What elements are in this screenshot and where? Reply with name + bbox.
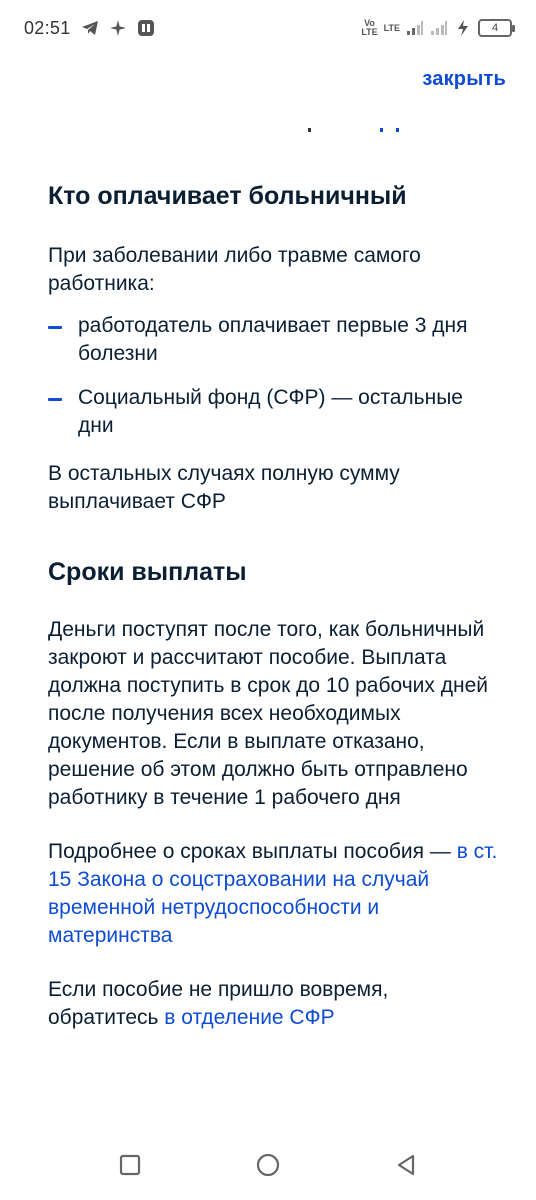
scrolled-content-edge [0,128,536,142]
volte-top-label: Vo [364,18,375,28]
back-button[interactable] [392,1151,420,1179]
section-title-who-pays: Кто оплачивает больничный [48,182,407,210]
list-item [48,312,498,368]
system-nav-bar [0,1130,536,1200]
section-title-payment-terms: Сроки выплаты [48,558,247,586]
dash-bullet-icon [48,398,62,401]
list-item-text: Социальный фонд (СФР) — остальные дни [78,386,463,437]
status-bar [0,0,536,56]
battery-icon: 4 [478,19,512,37]
charging-icon [454,19,472,37]
close-button[interactable]: закрыть [422,68,506,90]
who-pays-note: В остальных случаях полную сумму выплачивает СФР [48,462,400,513]
law-article-link[interactable]: в ст. 15 Закона о соцстраховании на случай временной нетрудоспособности и материнства [48,840,498,947]
late-prefix: Если пособие не пришло вовремя, обратитесь [48,978,389,1029]
dash-bullet-icon [48,326,62,329]
list-item [48,384,498,440]
volte-bottom-label: LTE [361,27,378,37]
payer-list [48,312,498,440]
signal-icon-1 [406,19,424,37]
late-payment-note [48,976,498,1032]
volte-indicator [361,19,377,37]
article-content [48,176,498,1032]
more-prefix: Подробнее о сроках выплаты пособия — [48,840,457,863]
who-pays-intro: При заболевании либо травме самого работника: [48,244,421,295]
telegram-icon [81,19,99,37]
status-left [24,18,155,39]
status-time: 02:51 [24,17,71,38]
list-item-text: работодатель оплачивает первые 3 дня болезни [78,314,468,365]
lte-indicator [384,24,400,33]
sparkle-icon [109,19,127,37]
recent-apps-button[interactable] [116,1151,144,1179]
payment-terms-body: Деньги поступят после того, как больничный закроют и рассчитают пособие. Выплата должна поступить в срок до 10 рабочих дней после получения всех необходимых документов. Если в выплате отказано, решение об этом должно быть отправлено работнику в течение 1 рабочего дня [48,618,488,809]
payment-terms-more [48,838,498,950]
signal-icon-2 [430,19,448,37]
sfr-office-link[interactable]: в отделение СФР [164,1006,335,1029]
status-right [361,19,512,37]
app-notification-icon [137,19,155,37]
lte-label: LTE [383,22,400,33]
home-button[interactable] [254,1151,282,1179]
